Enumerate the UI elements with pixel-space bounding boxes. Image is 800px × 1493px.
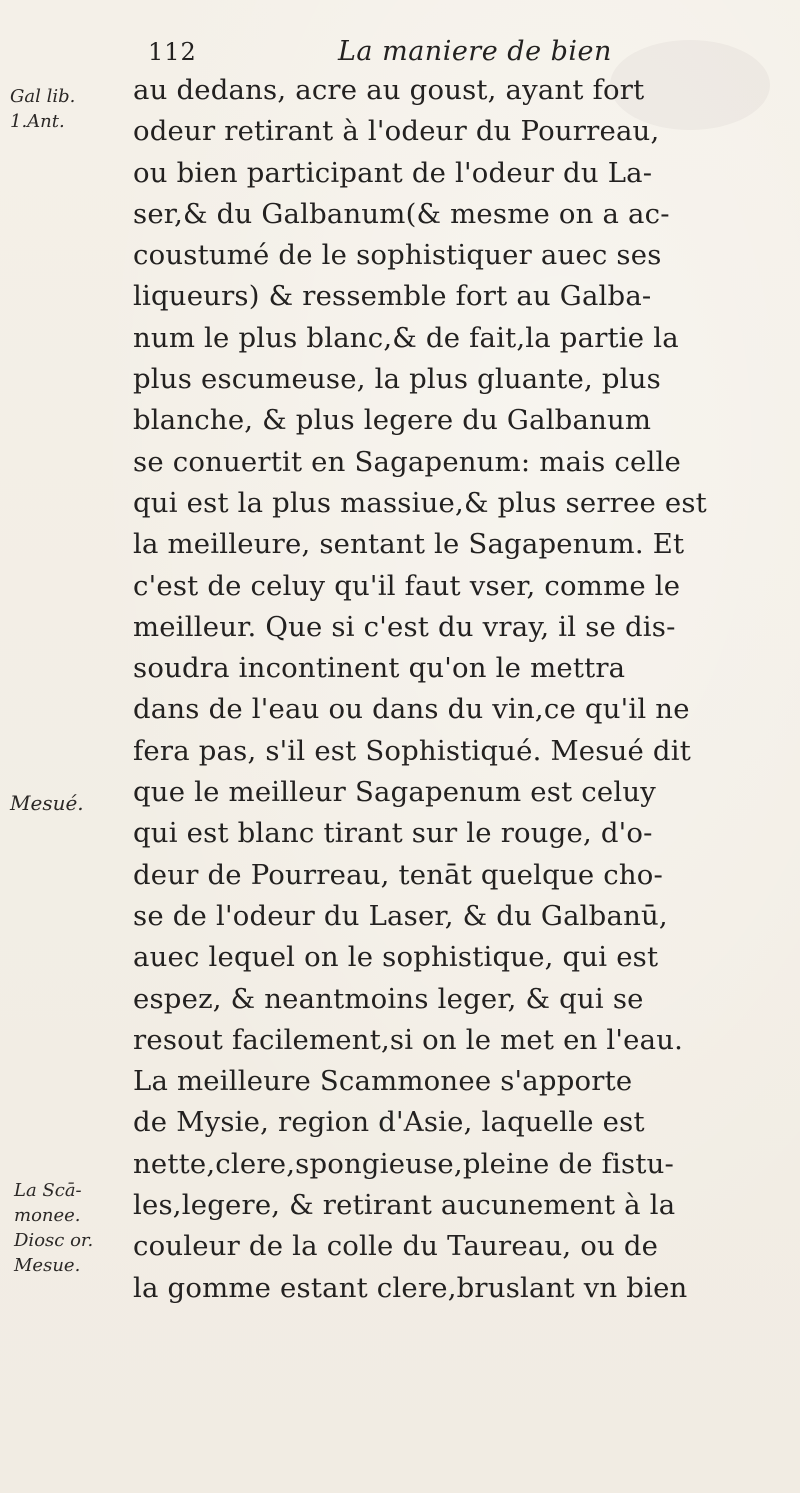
margin-note-line: Mesue.	[14, 1255, 81, 1276]
page-number: 112	[148, 38, 197, 66]
text-line: qui est blanc tirant sur le rouge, d'o-	[133, 817, 653, 850]
margin-note-mesue	[10, 791, 84, 816]
text-line: plus escumeuse, la plus gluante, plus	[133, 363, 661, 396]
text-line: la gomme estant clere,bruslant vn bien	[133, 1271, 688, 1304]
text-line: fera pas, s'il est Sophistiqué. Mesué dit	[133, 734, 691, 767]
text-line: se de l'odeur du Laser, & du Galbanū,	[133, 899, 668, 932]
text-line: qui est la plus massiue,& plus serree est	[133, 486, 707, 519]
margin-note-line: monee.	[14, 1205, 81, 1226]
margin-note-galen	[10, 84, 75, 134]
text-line: odeur retirant à l'odeur du Pourreau,	[133, 115, 660, 148]
text-line: se conuertit en Sagapenum: mais celle	[133, 445, 681, 478]
text-line: ser,& du Galbanum(& mesme on a ac-	[133, 197, 670, 230]
margin-note-line: Mesué.	[10, 791, 84, 815]
text-line: resout facilement,si on le met en l'eau.	[133, 1023, 684, 1056]
text-line: c'est de celuy qu'il faut vser, comme le	[133, 569, 681, 602]
text-line: dans de l'eau ou dans du vin,ce qu'il ne	[133, 693, 690, 726]
text-line: coustumé de le sophistiquer auec ses	[133, 239, 662, 272]
text-line: les,legere, & retirant aucunement à la	[133, 1189, 676, 1222]
text-line: ou bien participant de l'odeur du La-	[133, 156, 653, 189]
running-title: La maniere de bien	[338, 36, 612, 67]
text-line: La meilleure Scammonee s'apporte	[133, 1065, 633, 1098]
text-line: meilleur. Que si c'est du vray, il se dis-	[133, 610, 676, 643]
margin-note-line: La Scā-	[14, 1180, 82, 1201]
text-line: deur de Pourreau, tenāt quelque cho-	[133, 858, 664, 891]
margin-note-line: Gal lib.	[10, 86, 76, 107]
text-line: auec lequel on le sophistique, qui est	[133, 941, 659, 974]
text-line: nette,clere,spongieuse,pleine de fistu-	[133, 1147, 674, 1180]
text-line: de Mysie, region d'Asie, laquelle est	[133, 1106, 645, 1139]
text-line: liqueurs) & ressemble fort au Galba-	[133, 280, 652, 313]
margin-note-line: Diosc or.	[14, 1230, 94, 1251]
text-line: la meilleure, sentant le Sagapenum. Et	[133, 528, 685, 561]
margin-note-line: 1.Ant.	[10, 111, 65, 132]
text-line: espez, & neantmoins leger, & qui se	[133, 982, 644, 1015]
text-line: blanche, & plus legere du Galbanum	[133, 404, 652, 437]
text-line: num le plus blanc,& de fait,la partie la	[133, 321, 679, 354]
text-line: soudra incontinent qu'on le mettra	[133, 652, 626, 685]
text-line: que le meilleur Sagapenum est celuy	[133, 776, 657, 809]
margin-note-scammonee	[14, 1178, 93, 1278]
text-line: au dedans, acre au goust, ayant fort	[133, 74, 645, 106]
text-line: couleur de la colle du Taureau, ou de	[133, 1230, 659, 1263]
body-text	[133, 70, 793, 1309]
